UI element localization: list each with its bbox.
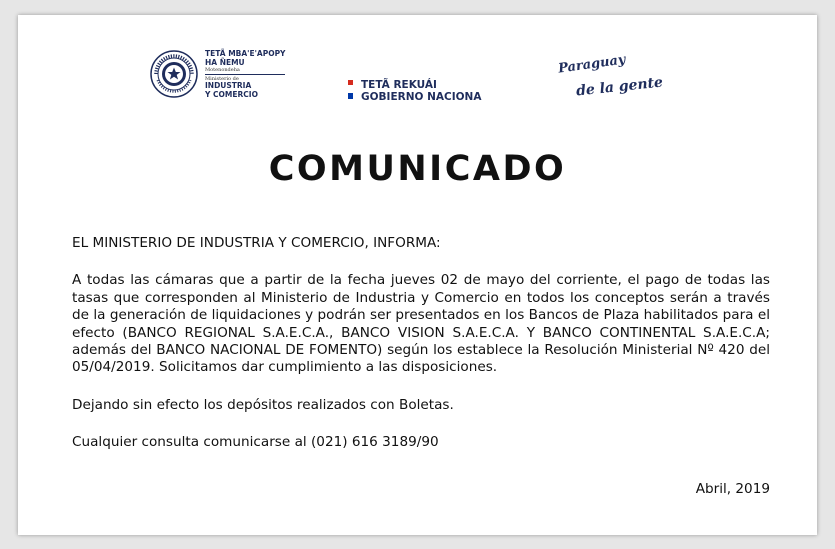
ministry-logo-text (205, 50, 305, 99)
ministry-line-3: INDUSTRIA (205, 81, 252, 90)
national-seal-icon (150, 50, 198, 98)
government-logo-text (361, 79, 481, 103)
document-date: Abril, 2019 (695, 481, 770, 497)
paragraph-boletas: Dejando sin efecto los depósitos realizados con Boletas. (72, 396, 454, 413)
slogan-line-1: Paraguay (557, 52, 627, 77)
ministry-line-1: TETÃ MBA'E'APOPY (205, 49, 286, 58)
paragraph-main: A todas las cámaras que a partir de la fecha jueves 02 de mayo del corriente, el pago de todas las tasas que corresponden al Ministerio de Industria y Comercio en todos los conceptos serán a través de la generación de liquidaciones y podrán ser presentados en los Bancos de Plaza habilitados para el efecto (BANCO REGIONAL S.A.E.C.A., BANCO VISION S.A.E.C.A. Y BANCO CONTINENTAL S.A.E.C.A; además del BANCO NACIONAL DE FOMENTO) según los establece la Resolución Ministerial Nº 420 del 05/04/2019. Solicitamos dar cumplimiento a las disposiciones. (72, 272, 770, 376)
ministry-logo (150, 50, 300, 102)
ministry-line-4: Y COMERCIO (205, 89, 258, 99)
ministry-small: Ministerio de (205, 76, 239, 82)
document-title: COMUNICADO (268, 149, 567, 189)
government-line-2: GOBIERNO NACIONA (361, 91, 482, 103)
ministry-sub: Motenondeha (205, 67, 285, 75)
paraguay-slogan-logo (556, 52, 666, 107)
paragraph-contact: Cualquier consulta comunicarse al (021) 616 3189/90 (72, 434, 439, 451)
document-body (72, 235, 770, 472)
flag-icon (348, 80, 353, 100)
document-heading: EL MINISTERIO DE INDUSTRIA Y COMERCIO, INFORMA: (72, 235, 441, 251)
government-line-1: TETÃ REKUÁI (361, 79, 437, 91)
ministry-line-2: HA ÑEMU (205, 57, 245, 67)
government-logo (348, 79, 498, 103)
slogan-line-2: de la gente (575, 74, 664, 100)
document-page (18, 15, 817, 535)
